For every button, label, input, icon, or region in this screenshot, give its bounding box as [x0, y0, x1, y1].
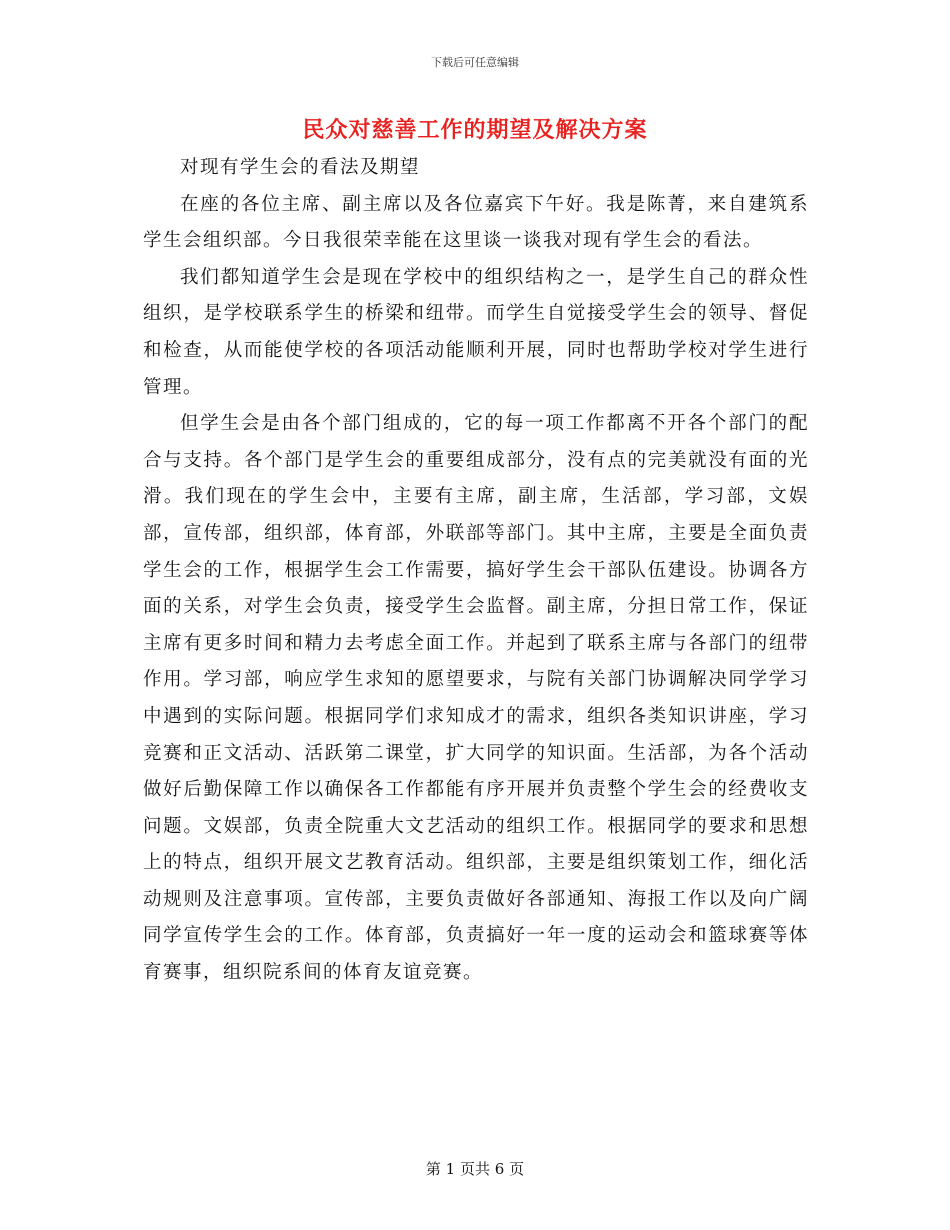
header-note: 下载后可任意编辑 [431, 56, 519, 69]
paragraph-3: 但学生会是由各个部门组成的，它的每一项工作都离不开各个部门的配合与支持。各个部门是学生会的重要组成部分，没有点的完美就没有面的光滑。我们现在的学生会中，主要有主席，副主席，生活部，学习部，文娱部，宣传部，组织部，体育部，外联部等部门。其中主席，主要是全面负责学生会的工作，根据学生会工作需要，搞好学生会干部队伍建设。协调各方面的关系，对学生会负责，接受学生会监督。副主席，分担日常工作，保证主席有更多时间和精力去考虑全面工作。并起到了联系主席与各部门的纽带作用。学习部，响应学生求知的愿望要求，与院有关部门协调解决同学学习中遇到的实际问题。根据同学们求知成才的需求，组织各类知识讲座，学习竞赛和正文活动、活跃第二课堂，扩大同学的知识面。生活部，为各个活动做好后勤保障工作以确保各工作都能有序开展并负责整个学生会的经费收支问题。文娱部，负责全院重大文艺活动的组织工作。根据同学的要求和思想上的特点，组织开展文艺教育活动。组织部，主要是组织策划工作，细化活动规则及注意事项。宣传部，主要负责做好各部通知、海报工作以及向广阔同学宣传学生会的工作。体育部，负责搞好一年一度的运动会和篮球赛等体育赛事，组织院系间的体育友谊竞赛。 [143, 413, 809, 984]
paragraph-2: 我们都知道学生会是现在学校中的组织结构之一，是学生自己的群众性组织，是学校联系学生的桥梁和纽带。而学生自觉接受学生会的领导、督促和检查，从而能使学校的各项活动能顺利开展，同时也帮助学校对学生进行管理。 [143, 266, 809, 398]
page-footer: 第 1 页共 6 页 [425, 1160, 525, 1178]
document-body [143, 150, 809, 992]
document-subtitle: 对现有学生会的看法及期望 [180, 157, 421, 178]
paragraph-1: 在座的各位主席、副主席以及各位嘉宾下午好。我是陈菁，来自建筑系学生会组织部。今日我很荣幸能在这里谈一谈我对现有学生会的看法。 [143, 193, 809, 252]
document-title: 民众对慈善工作的期望及解决方案 [302, 117, 648, 143]
